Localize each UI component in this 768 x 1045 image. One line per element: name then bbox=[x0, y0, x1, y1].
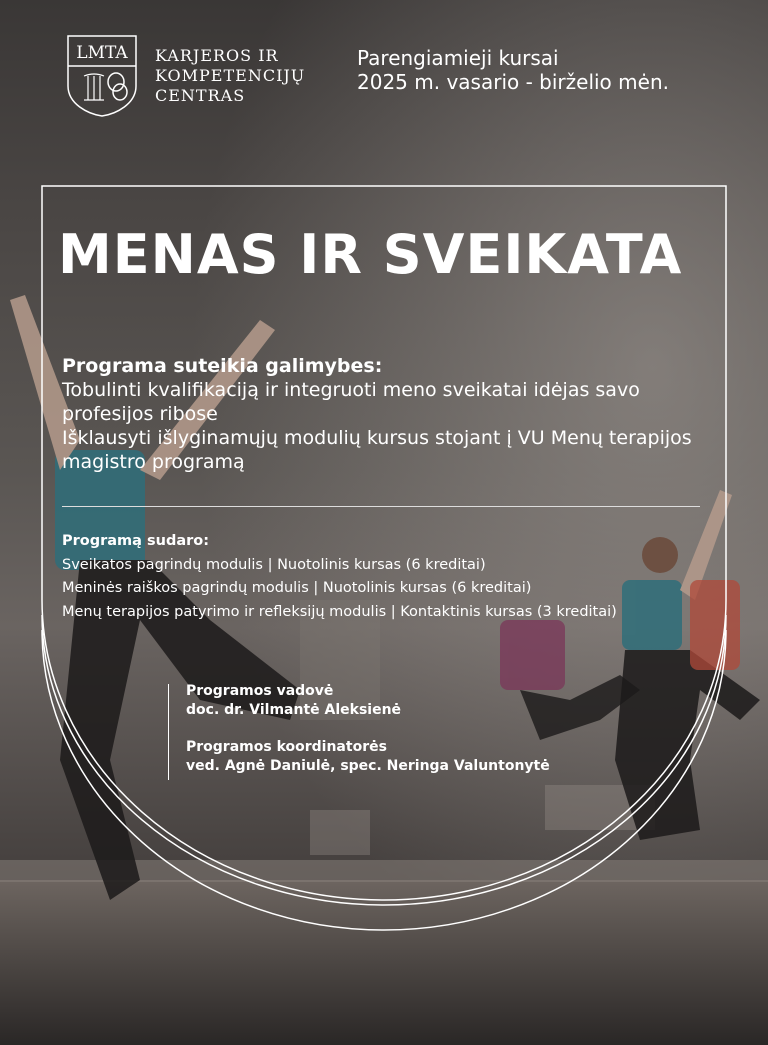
org-line-1: KARJEROS IR bbox=[155, 46, 279, 65]
module-item-1: Sveikatos pagrindų modulis | Nuotolinis kursas (6 kreditai) bbox=[62, 556, 486, 573]
program-staff bbox=[186, 682, 550, 776]
org-line-3: CENTRAS bbox=[155, 86, 246, 105]
course-info bbox=[357, 46, 669, 94]
course-type: Parengiamieji kursai bbox=[357, 46, 559, 70]
coordinators-label: Programos koordinatorės bbox=[186, 739, 387, 755]
lmta-logo bbox=[66, 34, 138, 118]
staff-vertical-line bbox=[168, 684, 169, 780]
intro-heading: Programa suteikia galimybes: bbox=[62, 355, 383, 377]
section-divider bbox=[62, 506, 700, 507]
intro-item-2: Išklausyti išlyginamųjų modulių kursus stojant į VU Menų terapijos magistro programą bbox=[62, 427, 692, 473]
program-intro bbox=[62, 354, 722, 474]
intro-item-1: Tobulinti kvalifikaciją ir integruoti meno sveikatai idėjas savo profesijos ribose bbox=[62, 379, 640, 425]
modules-heading: Programą sudaro: bbox=[62, 533, 210, 549]
module-item-3: Menų terapijos patyrimo ir refleksijų modulis | Kontaktinis kursas (3 kreditai) bbox=[62, 603, 617, 620]
poster-title: MENAS IR SVEIKATA bbox=[58, 223, 683, 286]
program-modules bbox=[62, 530, 722, 624]
coordinators-names: ved. Agnė Daniulė, spec. Neringa Valuntonytė bbox=[186, 758, 550, 774]
frame-curve-3 bbox=[42, 630, 726, 930]
logo-text: LMTA bbox=[76, 43, 128, 63]
head-name: doc. dr. Vilmantė Aleksienė bbox=[186, 702, 402, 718]
organization-name bbox=[155, 46, 305, 106]
module-item-2: Meninės raiškos pagrindų modulis | Nuotolinis kursas (6 kreditai) bbox=[62, 580, 532, 596]
course-dates: 2025 m. vasario - birželio mėn. bbox=[357, 70, 669, 94]
org-line-2: KOMPETENCIJŲ bbox=[155, 66, 306, 85]
head-label: Programos vadovė bbox=[186, 683, 334, 699]
